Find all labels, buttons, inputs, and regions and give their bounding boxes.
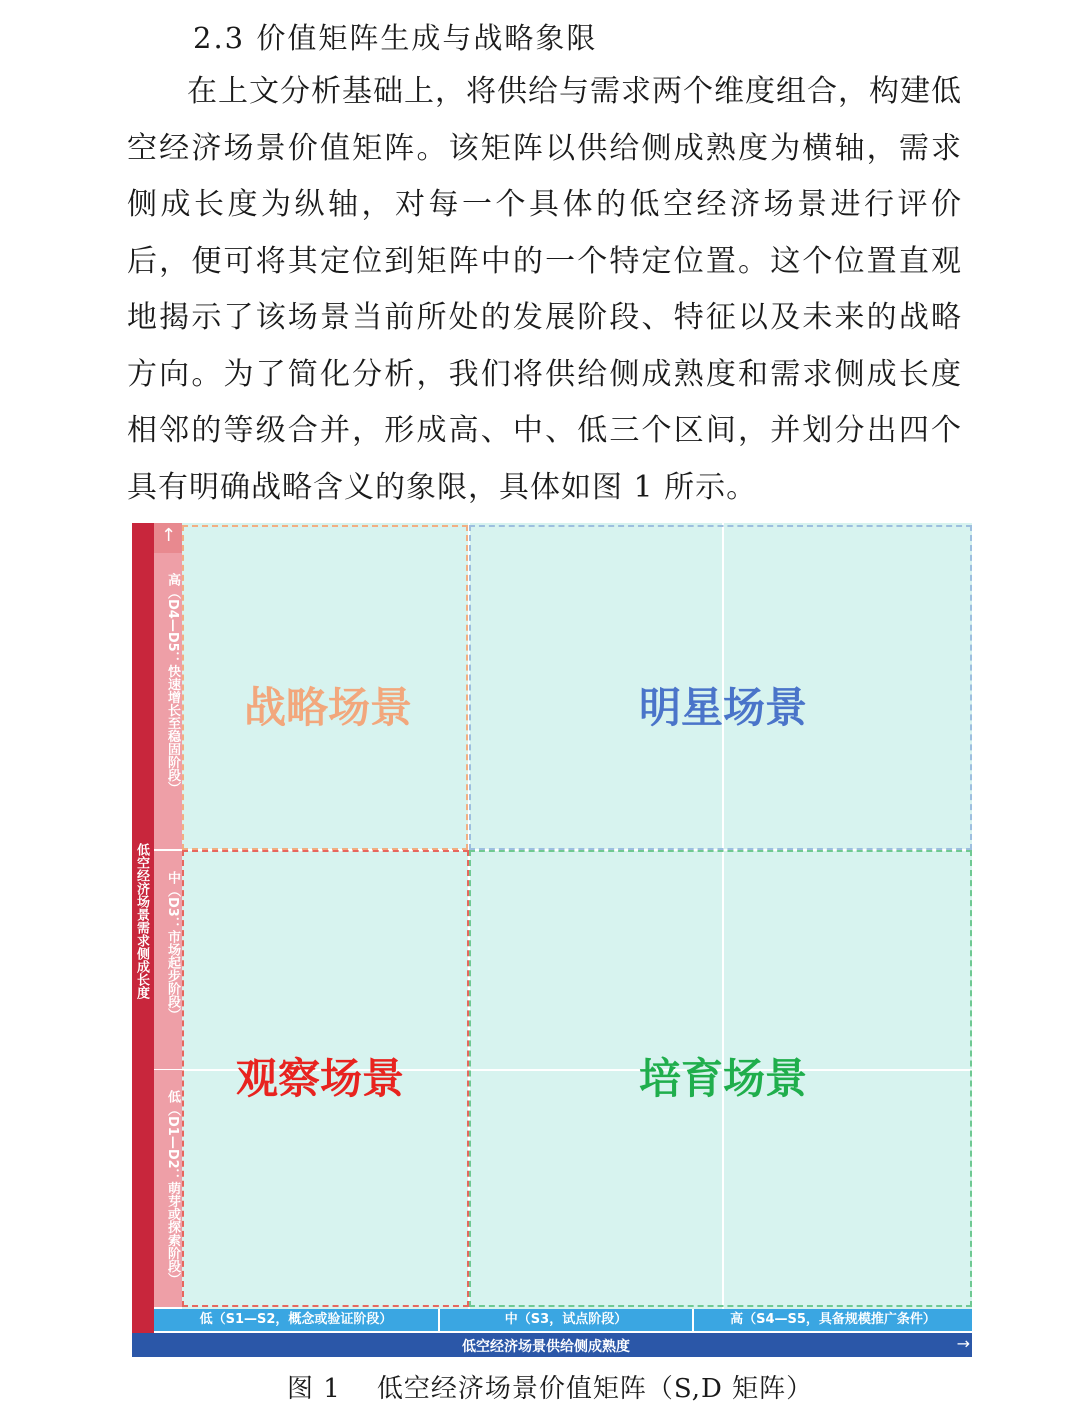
y-level-low: 低（D1—D2：萌芽或探索阶段） xyxy=(154,1069,182,1307)
caption-text: 低空经济场景价值矩阵（S,D 矩阵） xyxy=(376,1374,814,1404)
caption-number: 图 1 xyxy=(287,1374,341,1404)
x-level-row xyxy=(154,1309,972,1331)
quadrant-observe xyxy=(182,850,469,1307)
quadrant-strategic xyxy=(182,525,468,850)
y-axis-bar xyxy=(132,523,154,1343)
quadrant-star xyxy=(469,525,972,850)
arrow-up-icon: ↑ xyxy=(161,525,177,546)
figure-caption xyxy=(287,1368,813,1405)
quadrant-cultivate xyxy=(469,850,972,1307)
y-level-high: 高（D4—D5：快速增长至稳固阶段） xyxy=(154,553,182,849)
y-axis-title: 低空经济场景需求侧成长度 xyxy=(134,843,149,999)
y-axis-arrow xyxy=(154,523,182,553)
x-level-low: 低（S1—S2，概念或验证阶段） xyxy=(154,1309,440,1331)
x-level-high: 高（S4—S5，具备规模推广条件） xyxy=(730,1312,936,1327)
y-level-mid: 中（D3：市场起步阶段） xyxy=(154,849,182,1069)
matrix-plot-area xyxy=(182,523,972,1309)
section-title: 2.3 价值矩阵生成与战略象限 xyxy=(193,21,598,55)
body-paragraph: 在上文分析基础上，将供给与需求两个维度组合，构建低空经济场景价值矩阵。该矩阵以供给侧成熟度为横轴，需求侧成长度为纵轴，对每一个具体的低空经济场景进行评价后，便可将其定位到矩阵中的一个特定位置。这个位置直观地揭示了该场景当前所处的发展阶段、特征以及未来的战略方向。为了简化分析，我们将供给侧成熟度和需求侧成长度相邻的等级合并，形成高、中、低三个区间，并划分出四个具有明确战略含义的象限，具体如图 1 所示。 xyxy=(127,74,962,505)
value-matrix-figure xyxy=(132,523,972,1358)
quadrant-label-strategic: 战略场景 xyxy=(244,683,413,732)
quadrant-label-star: 明星场景 xyxy=(639,683,808,732)
quadrant-label-cultivate: 培育场景 xyxy=(639,1054,808,1103)
x-axis-title: 低空经济场景供给侧成熟度 xyxy=(462,1339,630,1355)
x-level-mid: 中（S3，试点阶段） xyxy=(440,1309,694,1331)
quadrant-label-observe: 观察场景 xyxy=(236,1054,405,1103)
x-axis-bar xyxy=(132,1333,972,1357)
arrow-right-icon: → xyxy=(956,1334,970,1353)
